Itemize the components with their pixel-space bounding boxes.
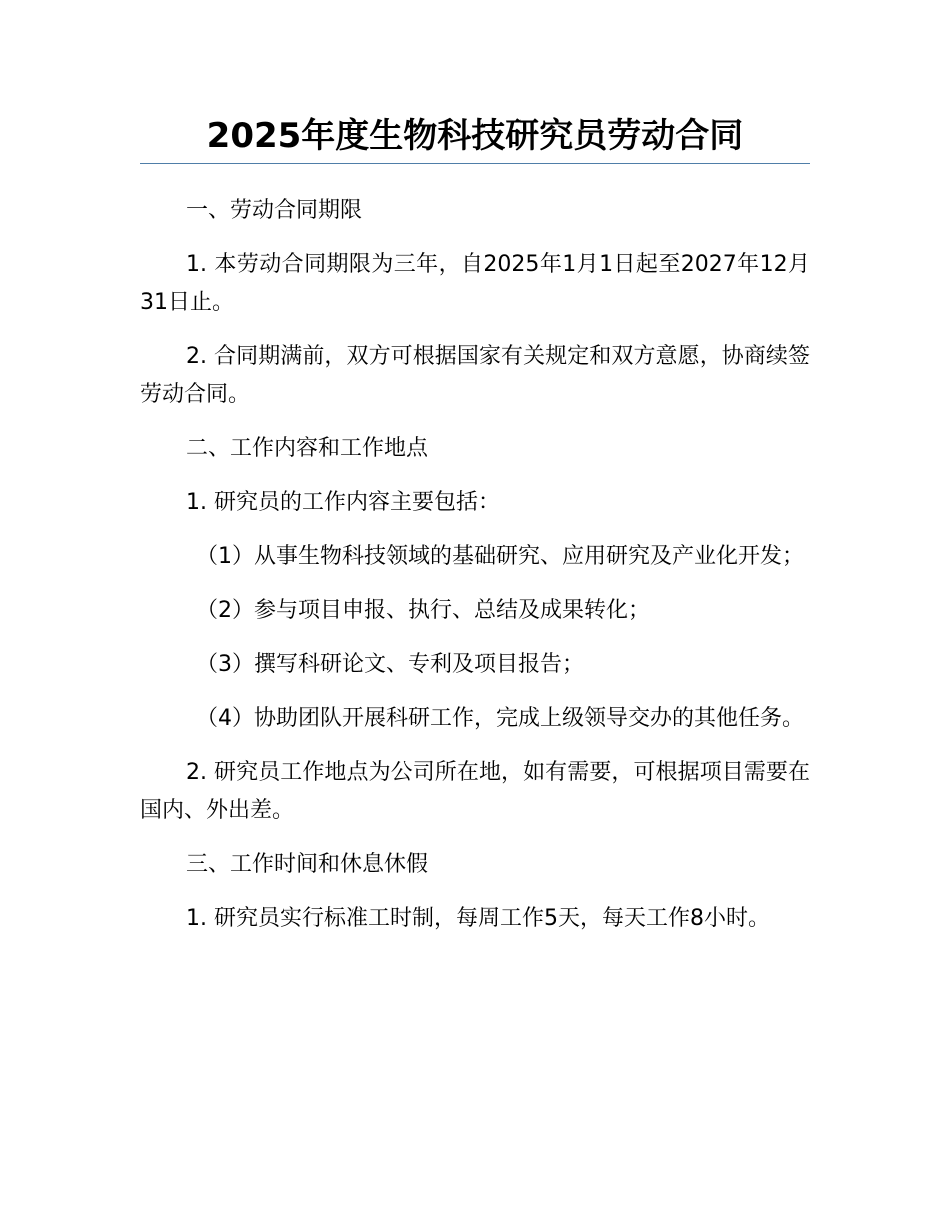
title-underline <box>140 163 810 164</box>
sub-item-papers: （3）撰写科研论文、专利及项目报告； <box>196 652 584 677</box>
sub-item-projects: （2）参与项目申报、执行、总结及成果转化； <box>196 598 650 623</box>
clause-work-location: 2. 研究员工作地点为公司所在地，如有需要，可根据项目需要在国内、外出差。 <box>140 760 810 823</box>
clause-term-duration: 1. 本劳动合同期限为三年，自2025年1月1日起至2027年12月31日止。 <box>140 252 810 315</box>
document-title: 2025年度生物科技研究员劳动合同 <box>206 116 744 156</box>
section-heading-hours: 三、工作时间和休息休假 <box>186 852 429 877</box>
document-body <box>140 192 810 954</box>
section-heading-work: 二、工作内容和工作地点 <box>186 436 429 461</box>
sub-item-research: （1）从事生物科技领域的基础研究、应用研究及产业化开发； <box>196 544 804 569</box>
clause-working-hours: 1. 研究员实行标准工时制，每周工作5天，每天工作8小时。 <box>186 906 770 931</box>
clause-term-renewal: 2. 合同期满前，双方可根据国家有关规定和双方意愿，协商续签劳动合同。 <box>140 344 810 407</box>
sub-item-assist: （4）协助团队开展科研工作，完成上级领导交办的其他任务。 <box>196 706 804 731</box>
clause-work-content: 1. 研究员的工作内容主要包括： <box>186 490 500 515</box>
section-heading-term: 一、劳动合同期限 <box>186 198 363 223</box>
